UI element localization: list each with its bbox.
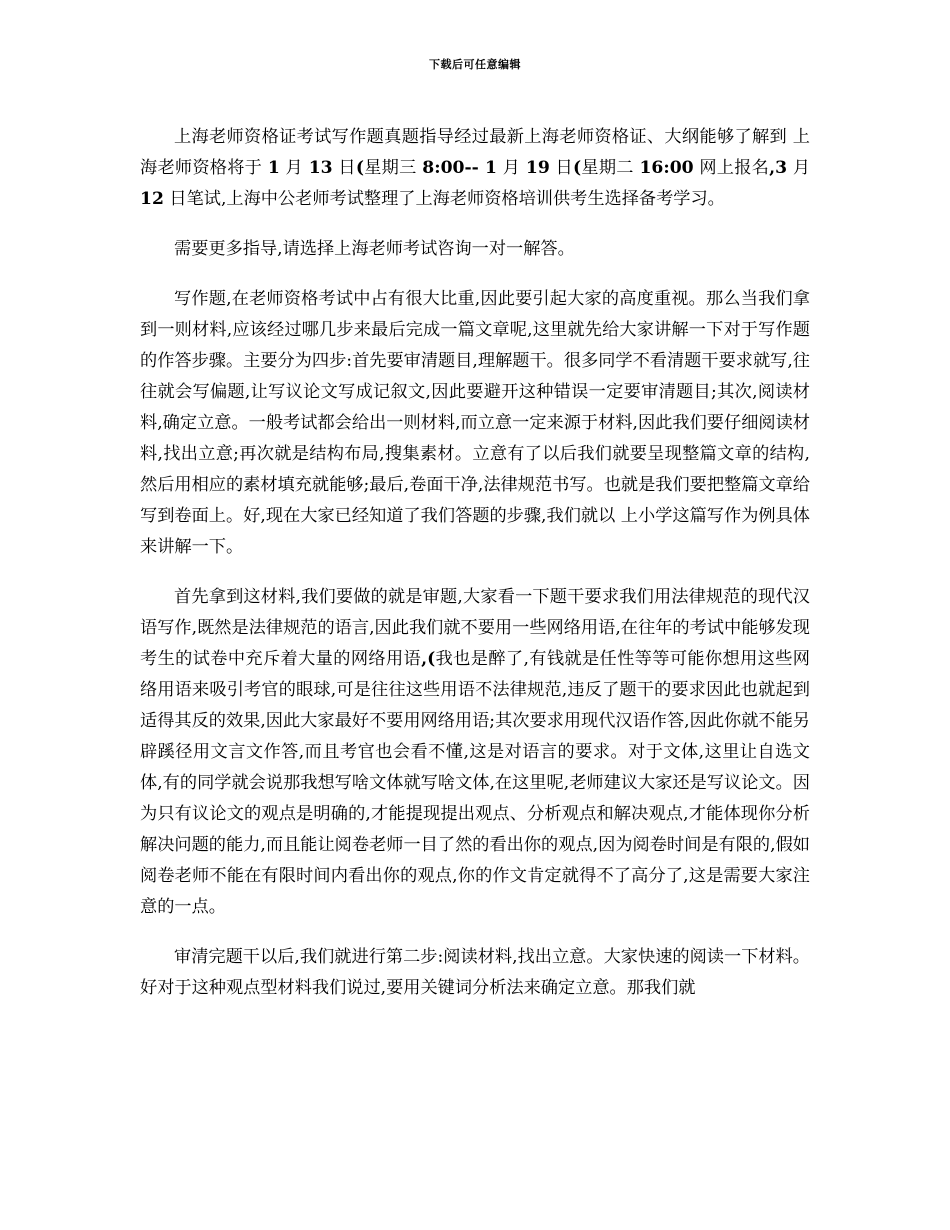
paragraph-spacer: [140, 923, 810, 942]
text-run: 月: [496, 158, 526, 178]
page-header: 下载后可任意编辑: [429, 58, 521, 71]
bold-run: 13: [308, 158, 333, 178]
bold-run: (: [572, 158, 582, 178]
paragraph-review-question: [140, 582, 810, 923]
paragraph-spacer: [140, 563, 810, 582]
bold-run: 12: [140, 189, 164, 209]
document-body: [140, 122, 810, 1004]
text-run: 日: [549, 158, 573, 178]
paragraph-spacer: [140, 265, 810, 284]
text-run: 星期三: [363, 158, 423, 178]
text-run: 网上报名: [693, 158, 770, 178]
text-run: 日: [332, 158, 356, 178]
text-run: 上海老师资格证考试写作题真题指导经过最新上海老师资格证、大纲能够了解到 上海老师资格将于: [140, 127, 810, 178]
text-run: 星期二: [581, 158, 640, 178]
text-run: 日笔试,上海中公老师考试整理了上海老师资格培训供考生选择备考学习。: [163, 189, 725, 209]
text-run: 我也是醉了,有钱就是任性等等可能你想用这些网络用语来吸引考官的眼球,可是往往这些用语不法律规范,违反了题干的要求因此也就起到适得其反的效果,因此大家最好不要用网络用语;其次要求用现代汉语作答,因此你就不能另辟蹊径用文言文作答,而且考官也会看不懂,这是对语言的要求。对于文体,这里让自选文体,有的同学就会说那我想写啥文体就写啥文体,在这里呢,老师建议大家还是写议论文。因为只有议论文的观点是明确的,才能提现提出观点、分析观点和解决观点,才能体现你分析解决问题的能力,而且能让阅卷老师一目了然的看出你的观点,因为阅卷时间是有限的,假如阅卷老师不能在有限时间内看出你的观点,你的作文肯定就得不了高分了,这是需要大家注意的一点。: [140, 649, 810, 917]
bold-run: (: [355, 158, 364, 178]
text-run: 月: [279, 158, 309, 178]
paragraph-guidance: 需要更多指导,请选择上海老师考试咨询一对一解答。: [174, 239, 575, 259]
paragraph-exam-info: [140, 122, 810, 215]
bold-run: 16:00: [639, 158, 694, 178]
bold-run: 1: [267, 158, 280, 178]
paragraph-read-material: 审清完题干以后,我们就进行第二步:阅读材料,找出立意。大家快速的阅读一下材料。好对于这种观点型材料我们说过,要用关键词分析法来确定立意。那我们就: [140, 947, 810, 998]
text-run: 首先拿到这材料,我们要做的就是审题,大家看一下题干要求我们用法律规范的现代汉语写作,既然是法律规范的语言,因此我们就不要用一些网络用语,在往年的考试中能够发现考生的试卷中充斥着大量的网络用语: [140, 587, 810, 669]
paragraph-writing-steps: 写作题,在老师资格考试中占有很大比重,因此要引起大家的高度重视。那么当我们拿到一则材料,应该经过哪几步来最后完成一篇文章呢,这里就先给大家讲解一下对于写作题的作答步骤。主要分为四步:首先要审清题目,理解题干。很多同学不看清题干要求就写,往往就会写偏题,让写议论文写成记叙文,因此要避开这种错误一定要审清题目;其次,阅读材料,确定立意。一般考试都会给出一则材料,而立意一定来源于材料,因此我们要仔细阅读材料,找出立意;再次就是结构布局,搜集素材。立意有了以后我们就要呈现整篇文章的结构,然后用相应的素材填充就能够;最后,卷面干净,法律规范书写。也就是我们要把整篇文章给写到卷面上。好,现在大家已经知道了我们答题的步骤,我们就以 上小学这篇写作为例具体来讲解一下。: [140, 289, 810, 557]
bold-run: 8:00-- 1: [422, 158, 497, 178]
paragraph-spacer: [140, 215, 810, 234]
bold-run: 19: [525, 158, 550, 178]
text-run: 月: [787, 158, 811, 178]
bold-run: ,3: [769, 158, 788, 178]
bold-run: ,(: [421, 649, 436, 669]
